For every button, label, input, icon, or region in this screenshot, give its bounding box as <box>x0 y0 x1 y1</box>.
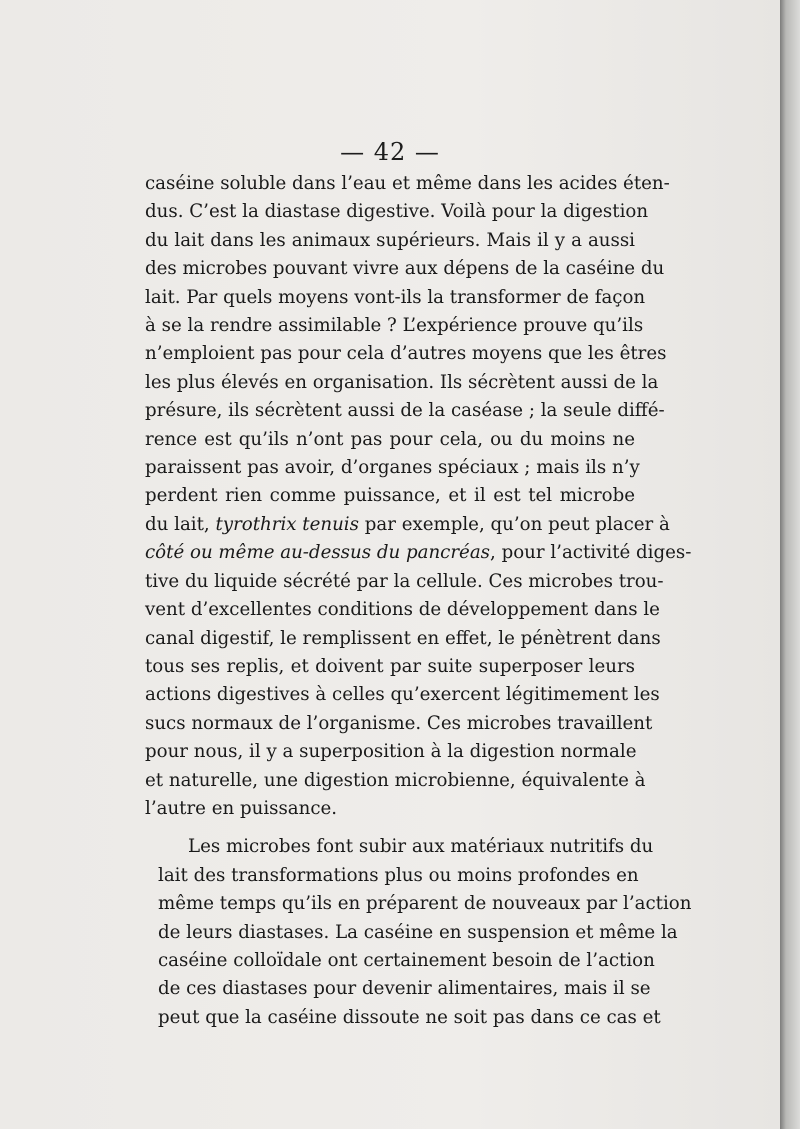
text-line: tous ses replis, et doivent par suite superposer leurs <box>145 655 635 677</box>
text-line: à se la rendre assimilable ? L’expérience prouve qu’ils <box>145 315 644 337</box>
text-line: Les microbes font subir aux matériaux nutritifs du <box>188 836 654 858</box>
text-line: sucs normaux de l’organisme. Ces microbes travaillent <box>145 712 653 734</box>
italic-species-name: tyrothrix tenuis <box>215 513 359 535</box>
text-line: même temps qu’ils en préparent de nouveaux par l’action <box>158 893 692 915</box>
text-segment: , pour l’activité diges- <box>490 542 692 564</box>
paragraph-gap <box>145 823 635 833</box>
text-line: des microbes pouvant vivre aux dépens de la caséine du <box>145 258 665 280</box>
text-line: l’autre en puissance. <box>145 797 338 819</box>
text-line: de leurs diastases. La caséine en suspension et même la <box>158 921 678 943</box>
text-line: rence est qu’ils n’ont pas pour cela, ou du moins ne <box>145 428 635 450</box>
text-line: canal digestif, le remplissent en effet, le pénètrent dans <box>145 627 661 649</box>
text-line: caséine soluble dans l’eau et même dans les acides éten- <box>145 173 670 194</box>
text-segment: du lait, <box>145 513 216 535</box>
text-line: de ces diastases pour devenir alimentaires, mais il se <box>158 978 651 1000</box>
page-edge-shadow <box>780 0 800 1129</box>
text-line-italic-species <box>145 511 670 539</box>
text-line: du lait dans les animaux supérieurs. Mais il y a aussi <box>145 229 635 251</box>
text-line: peut que la caséine dissoute ne soit pas dans ce cas et <box>158 1006 661 1028</box>
text-line-italic-phrase <box>145 539 692 567</box>
text-line: tive du liquide sécrété par la cellule. Ces microbes trou- <box>145 570 664 592</box>
text-line: perdent rien comme puissance, et il est tel microbe <box>145 485 635 507</box>
text-line: présure, ils sécrètent aussi de la caséase ; la seule diffé- <box>145 400 665 422</box>
text-line: vent d’excellentes conditions de développement dans le <box>145 599 660 621</box>
text-segment: par exemple, qu’on peut placer à <box>358 513 670 535</box>
page-number: — 42 — <box>340 138 440 166</box>
text-line: et naturelle, une digestion microbienne, équivalente à <box>145 769 646 791</box>
text-line: actions digestives à celles qu’exercent légitimement les <box>145 684 660 706</box>
paragraph-2 <box>145 833 692 1032</box>
text-line: caséine colloïdale ont certainement besoin de l’action <box>158 949 655 971</box>
text-line: lait. Par quels moyens vont-ils la transformer de façon <box>145 286 646 308</box>
text-line: n’emploient pas pour cela d’autres moyens que les êtres <box>145 343 667 365</box>
italic-phrase: côté ou même au-dessus du pancréas <box>145 542 490 564</box>
text-line: lait des transformations plus ou moins profondes en <box>158 864 639 886</box>
text-line: pour nous, il y a superposition à la digestion normale <box>145 741 637 763</box>
text-line: dus. C’est la diastase digestive. Voilà pour la digestion <box>145 201 649 223</box>
text-line: les plus élevés en organisation. Ils sécrètent aussi de la <box>145 371 659 393</box>
text-line: paraissent pas avoir, d’organes spéciaux ; mais ils n’y <box>145 457 640 479</box>
paragraph-1 <box>145 170 692 823</box>
body-text <box>145 170 692 1032</box>
